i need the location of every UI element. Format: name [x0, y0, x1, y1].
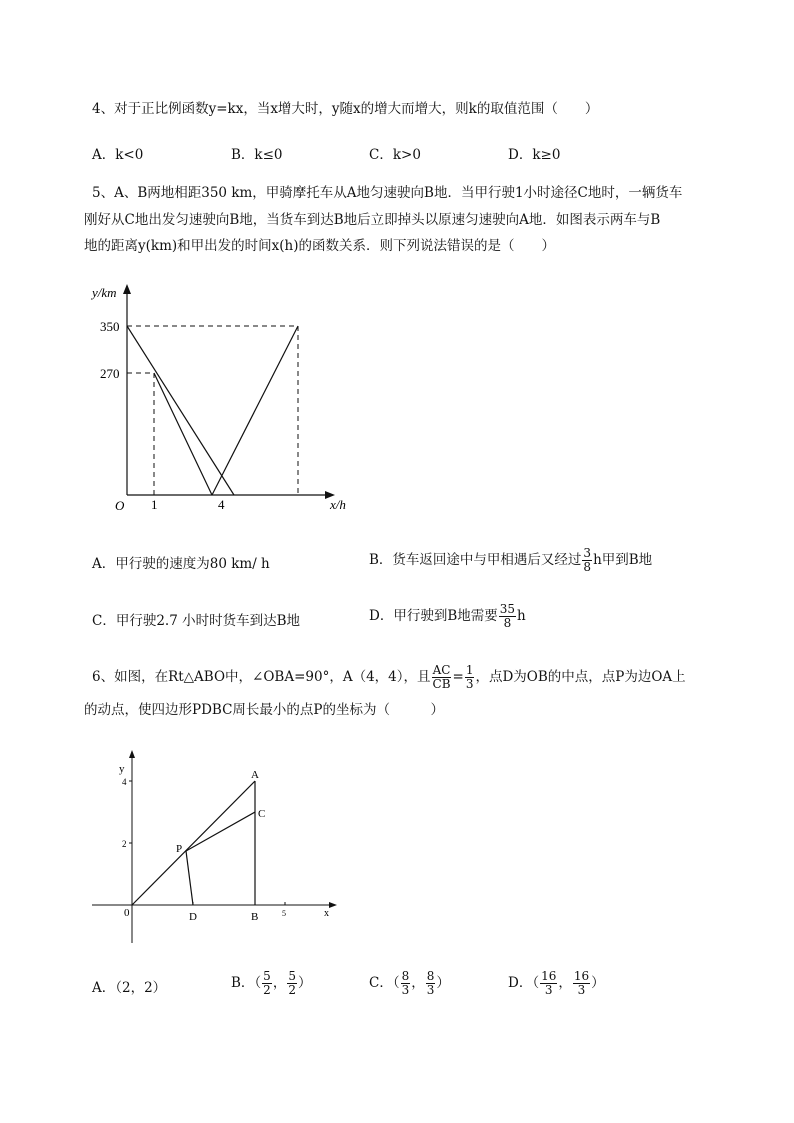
q5-y-axis-arrow [123, 284, 131, 294]
q4-option-c[interactable]: C．k>0 [369, 147, 421, 163]
q6-segment-pc [186, 812, 255, 851]
q6-option-c-post: ） [436, 975, 450, 991]
q4-option-d[interactable]: D．k≥0 [508, 147, 561, 163]
q5-option-d-pre: D．甲行驶到B地需要 [369, 608, 498, 624]
q5-y-axis-label: y/km [92, 285, 117, 300]
q6-x-axis-arrow [329, 902, 337, 908]
q6-point-p: P [176, 843, 183, 855]
q6-y-tick-2: 2 [122, 839, 127, 849]
q4-option-b[interactable]: B．k≤0 [231, 147, 283, 163]
q6-y-tick-4: 4 [122, 777, 127, 787]
q6-stem-pre: 6、如图，在Rt△ABO中，∠OBA=90°，A（4，4），且 [92, 669, 431, 685]
q6-y-label: y [119, 763, 125, 775]
q6-option-b-x-num: 5 [263, 969, 271, 983]
q6-frac1-num: AC [432, 663, 451, 677]
q5-y-tick-350: 350 [100, 319, 120, 334]
q6-option-b-post: ） [297, 975, 312, 991]
q6-option-d[interactable] [508, 970, 605, 997]
q6-option-b-y [287, 970, 297, 997]
q6-option-b-y-den: 2 [288, 983, 296, 997]
q6-option-d-post: ） [591, 975, 605, 991]
q6-option-d-x-den: 3 [544, 983, 553, 997]
q5-option-b-num: 3 [583, 546, 592, 560]
q6-option-c-pre: C．（ [369, 975, 400, 991]
q5-y-tick-270: 270 [100, 366, 120, 381]
q6-option-c-y-num: 8 [426, 969, 435, 983]
q5-option-b-post: h甲到B地 [593, 552, 653, 568]
q6-point-a: A [251, 769, 259, 781]
q6-option-d-y [573, 970, 590, 997]
q6-option-b[interactable] [231, 970, 311, 997]
q5-option-d-post: h [517, 608, 526, 624]
q6-option-c-sep: ， [411, 975, 425, 991]
q6-segment-oa [132, 781, 255, 905]
q6-x-tick-5: 5 [282, 909, 286, 918]
q5-origin-label: O [115, 498, 125, 513]
q6-frac2-den: 3 [465, 677, 474, 691]
q6-option-c-x-den: 3 [401, 983, 410, 997]
q5-option-b-pre: B．货车返回途中与甲相遇后又经过 [369, 552, 582, 568]
q6-stem-line2: 的动点，使四边形PDBC周长最小的点P的坐标为（ ） [84, 702, 444, 718]
q6-option-c-y [426, 970, 436, 997]
q5-line-jia [127, 326, 234, 495]
q6-option-d-y-den: 3 [577, 983, 586, 997]
q6-option-b-x [262, 970, 272, 997]
q6-option-a[interactable]: A．（2，2） [92, 980, 167, 996]
q6-stem-post: ，点D为OB的中点，点P为边OA上 [475, 669, 686, 685]
q6-point-b: B [251, 911, 259, 923]
q6-frac-one-third [465, 664, 475, 691]
q6-option-d-x-num: 16 [541, 969, 557, 983]
q5-line-truck-go [154, 373, 212, 495]
q6-point-d: D [189, 911, 197, 923]
q6-y-axis-arrow [129, 750, 135, 758]
q5-option-b-fraction [582, 547, 592, 574]
q5-x-tick-4: 4 [218, 497, 225, 512]
q5-stem-line1: 5、A、B两地相距350 km，甲骑摩托车从A地匀速驶向B地．当甲行驶1小时途径C地时，一辆货车 [92, 185, 683, 201]
q6-frac1-den: CB [432, 677, 451, 691]
q4-stem: 4、对于正比例函数y=kx，当x增大时，y随x的增大而增大，则k的取值范围（ ） [92, 101, 599, 117]
q6-option-d-x [540, 970, 557, 997]
q6-option-d-sep: ， [558, 975, 572, 991]
q5-x-tick-1: 1 [151, 497, 158, 512]
q5-option-c[interactable]: C．甲行驶2.7 小时时货车到达B地 [92, 613, 301, 629]
q6-point-c: C [258, 808, 266, 820]
q6-segment-pd [186, 851, 193, 905]
q5-line-truck-return [212, 326, 298, 495]
q6-figure [88, 748, 348, 953]
q6-option-c[interactable] [369, 970, 450, 997]
q6-frac2-num: 1 [465, 663, 474, 677]
q5-option-d[interactable] [369, 603, 526, 630]
q5-option-d-num: 35 [499, 602, 516, 616]
q6-option-d-y-num: 16 [573, 969, 590, 983]
q6-option-b-pre: B．（ [231, 975, 262, 991]
q5-x-axis-label: x/h [330, 497, 346, 512]
q5-stem-line3: 地的距离y(km)和甲出发的时间x(h)的函数关系．则下列说法错误的是（ ） [84, 238, 555, 254]
q6-option-c-x [401, 970, 411, 997]
q5-option-b-den: 8 [583, 560, 592, 574]
q6-origin-label: 0 [124, 907, 130, 919]
q4-option-a[interactable]: A．k<0 [92, 147, 144, 163]
q6-stem-line1 [92, 664, 686, 691]
q5-stem-line2: 刚好从C地出发匀速驶向B地，当货车到达B地后立即掉头以原速匀速驶向A地．如图表示两车与B [84, 212, 661, 228]
q6-option-b-x-den: 2 [263, 983, 271, 997]
q6-option-c-x-num: 8 [401, 969, 410, 983]
q6-option-b-y-num: 5 [288, 969, 296, 983]
q5-graph [90, 280, 360, 520]
q5-option-d-fraction [499, 603, 516, 630]
q6-option-b-sep: ， [272, 975, 287, 991]
q6-x-label: x [324, 908, 329, 919]
q5-option-a[interactable]: A．甲行驶的速度为80 km/ h [92, 556, 270, 572]
q6-option-d-pre: D．（ [508, 975, 540, 991]
q5-option-b[interactable] [369, 547, 652, 574]
q6-frac-ac-cb [432, 664, 452, 691]
q5-option-d-den: 8 [503, 616, 512, 630]
q6-eq: = [452, 669, 464, 685]
q6-option-c-y-den: 3 [426, 983, 435, 997]
